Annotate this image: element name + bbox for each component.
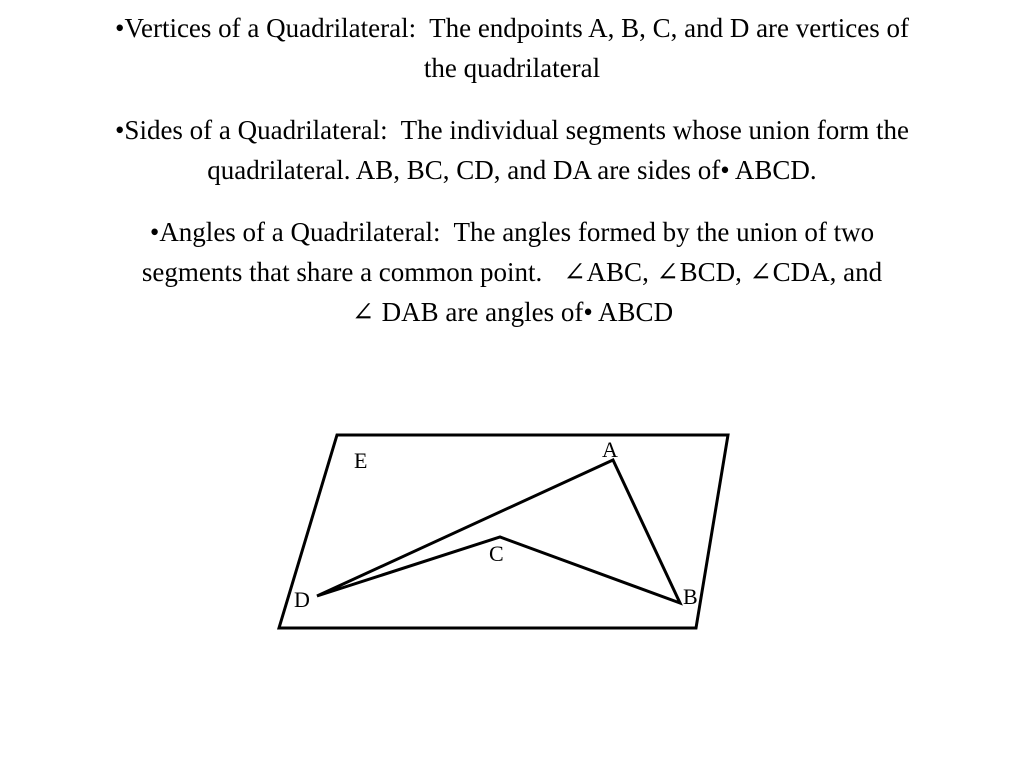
vertices-term: Vertices of a Quadrilateral: (124, 13, 417, 43)
vertices-text-line1: The endpoints A, B, C, and D are vertices of (429, 13, 909, 43)
label-c: C (489, 541, 504, 566)
angle-abc: ABC, (586, 257, 649, 287)
angles-text-line2: segments that share a common point. (141, 257, 543, 287)
bullet: • (115, 13, 125, 43)
angle-dab: DAB are angles of• ABCD (381, 297, 674, 327)
label-d: D (294, 587, 310, 612)
angle-cda: CDA, and (772, 257, 883, 287)
bullet: • (149, 217, 160, 247)
angles-term: Angles of a Quadrilateral: (159, 217, 441, 247)
vertices-text-line2: the quadrilateral (423, 53, 601, 83)
sides-text-line2: quadrilateral. AB, BC, CD, and DA are sides of• ABCD. (207, 155, 817, 185)
bullet: • (114, 115, 125, 145)
sides-text-line1: The individual segments whose union form the (400, 115, 910, 145)
label-e: E (354, 448, 368, 473)
angle-icon: ∠ (563, 257, 586, 287)
plane-e (279, 435, 728, 628)
angles-text-line1: The angles formed by the union of two (453, 217, 875, 247)
angle-icon: ∠ (749, 257, 772, 287)
angle-icon: ∠ (351, 297, 375, 327)
sides-term: Sides of a Quadrilateral: (124, 115, 388, 145)
angle-bcd: BCD, (679, 257, 742, 287)
label-a: A (602, 437, 618, 462)
quadrilateral-abcd (317, 460, 680, 603)
label-b: B (683, 584, 698, 609)
angle-icon: ∠ (656, 257, 679, 287)
